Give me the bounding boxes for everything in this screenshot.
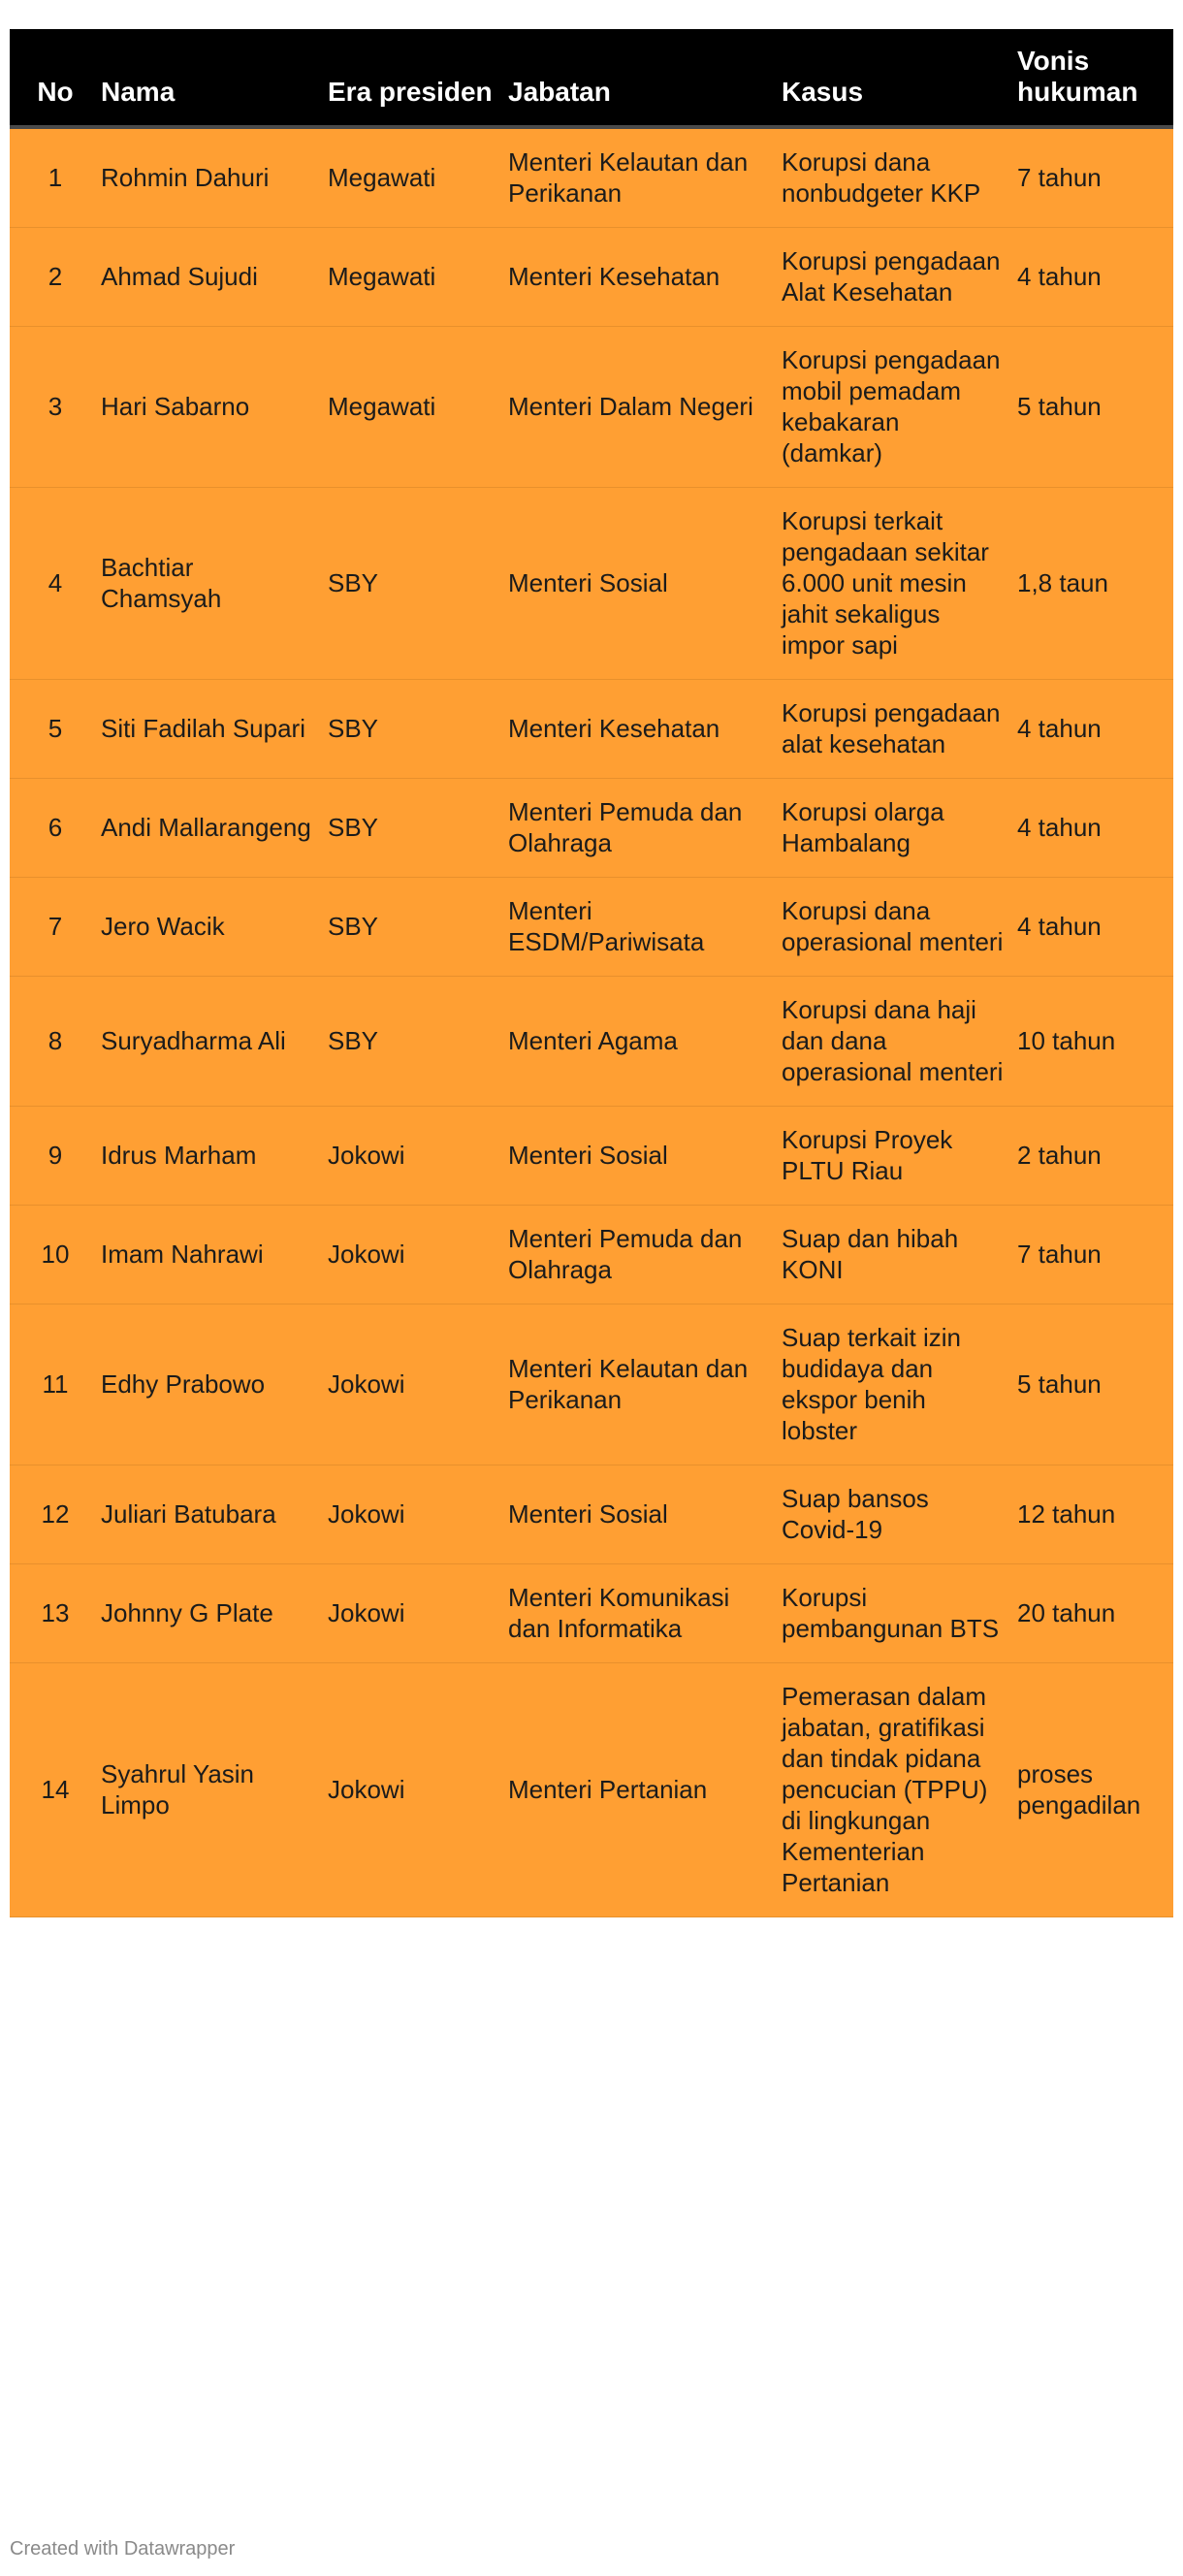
column-header-von[interactable] — [1017, 29, 1173, 127]
table-cell-nama — [101, 1107, 328, 1206]
cell-text: Rohmin Dahuri — [101, 163, 270, 192]
cell-text: Megawati — [328, 163, 436, 192]
table-cell-kas — [782, 1663, 1017, 1917]
cell-text: 14 — [41, 1775, 70, 1804]
table-cell-no — [10, 680, 101, 779]
table-cell-kas — [782, 1206, 1017, 1304]
table-cell-jab — [508, 1304, 782, 1465]
column-header-label: Kasus — [782, 77, 864, 107]
table-cell-era — [328, 878, 508, 977]
table-cell-no — [10, 977, 101, 1107]
datawrapper-table-container — [10, 29, 1173, 1917]
table-cell-era — [328, 1465, 508, 1564]
cell-text: SBY — [328, 1026, 379, 1055]
cell-text: 5 tahun — [1017, 392, 1102, 421]
table-cell-era — [328, 977, 508, 1107]
table-cell-jab — [508, 228, 782, 327]
cell-text: Menteri Kelautan dan Perikanan — [508, 1354, 749, 1414]
table-cell-nama — [101, 488, 328, 680]
table-row — [10, 228, 1173, 327]
table-cell-von — [1017, 878, 1173, 977]
table-header — [10, 29, 1173, 127]
cell-text: 7 — [48, 912, 63, 941]
cell-text: Syahrul Yasin Limpo — [101, 1759, 255, 1819]
cell-text: Korupsi Proyek PLTU Riau — [782, 1125, 953, 1185]
table-cell-nama — [101, 1206, 328, 1304]
ministers-corruption-table — [10, 29, 1173, 1917]
cell-text: Menteri Kesehatan — [508, 262, 720, 291]
cell-text: 6 — [48, 813, 63, 842]
cell-text: Menteri Pertanian — [508, 1775, 708, 1804]
table-cell-era — [328, 680, 508, 779]
table-cell-kas — [782, 1107, 1017, 1206]
cell-text: Suryadharma Ali — [101, 1026, 286, 1055]
cell-text: Menteri Sosial — [508, 1141, 668, 1170]
table-row — [10, 1107, 1173, 1206]
cell-text: Menteri Sosial — [508, 1499, 668, 1529]
table-cell-von — [1017, 127, 1173, 228]
table-cell-no — [10, 228, 101, 327]
table-cell-era — [328, 228, 508, 327]
table-cell-era — [328, 488, 508, 680]
cell-text: 4 — [48, 568, 63, 597]
cell-text: 10 tahun — [1017, 1026, 1116, 1055]
cell-text: Menteri Agama — [508, 1026, 678, 1055]
table-cell-kas — [782, 327, 1017, 488]
table-cell-no — [10, 1663, 101, 1917]
table-cell-jab — [508, 327, 782, 488]
table-cell-von — [1017, 1304, 1173, 1465]
table-cell-jab — [508, 779, 782, 878]
cell-text: Menteri Kesehatan — [508, 714, 720, 743]
column-header-jab[interactable] — [508, 29, 782, 127]
cell-text: SBY — [328, 714, 379, 743]
table-cell-no — [10, 1206, 101, 1304]
cell-text: Menteri Pemuda dan Olahraga — [508, 1224, 743, 1284]
table-row — [10, 1206, 1173, 1304]
column-header-era[interactable] — [328, 29, 508, 127]
table-cell-era — [328, 1107, 508, 1206]
table-cell-no — [10, 779, 101, 878]
table-cell-no — [10, 878, 101, 977]
table-row — [10, 1465, 1173, 1564]
cell-text: Johnny G Plate — [101, 1598, 273, 1627]
cell-text: Jokowi — [328, 1598, 405, 1627]
cell-text: 5 — [48, 714, 63, 743]
cell-text: Jokowi — [328, 1369, 405, 1399]
column-header-label: Era presiden — [328, 77, 493, 107]
table-cell-era — [328, 127, 508, 228]
cell-text: 4 tahun — [1017, 912, 1102, 941]
table-cell-nama — [101, 1304, 328, 1465]
cell-text: Korupsi pengadaan mobil pemadam kebakaran (damkar) — [782, 345, 1001, 467]
cell-text: Korupsi terkait pengadaan sekitar 6.000 unit mesin jahit sekaligus impor sapi — [782, 506, 989, 660]
table-cell-era — [328, 779, 508, 878]
cell-text: Menteri Pemuda dan Olahraga — [508, 797, 743, 857]
cell-text: Siti Fadilah Supari — [101, 714, 305, 743]
cell-text: 8 — [48, 1026, 63, 1055]
cell-text: 2 — [48, 262, 63, 291]
table-cell-era — [328, 327, 508, 488]
table-cell-era — [328, 1663, 508, 1917]
table-cell-von — [1017, 1107, 1173, 1206]
cell-text: Korupsi olarga Hambalang — [782, 797, 944, 857]
cell-text: Imam Nahrawi — [101, 1240, 264, 1269]
cell-text: SBY — [328, 912, 379, 941]
cell-text: 7 tahun — [1017, 1240, 1102, 1269]
column-header-no[interactable] — [10, 29, 101, 127]
table-cell-von — [1017, 1663, 1173, 1917]
table-cell-nama — [101, 1663, 328, 1917]
table-cell-kas — [782, 779, 1017, 878]
table-cell-kas — [782, 1465, 1017, 1564]
table-cell-era — [328, 1564, 508, 1663]
table-cell-jab — [508, 977, 782, 1107]
cell-text: 12 — [41, 1499, 70, 1529]
cell-text: Andi Mallarangeng — [101, 813, 311, 842]
table-cell-kas — [782, 228, 1017, 327]
column-header-label: Nama — [101, 77, 176, 107]
cell-text: Korupsi dana nonbudgeter KKP — [782, 147, 981, 208]
table-cell-jab — [508, 680, 782, 779]
table-cell-nama — [101, 228, 328, 327]
table-cell-no — [10, 1564, 101, 1663]
cell-text: Megawati — [328, 392, 436, 421]
table-cell-jab — [508, 127, 782, 228]
cell-text: proses pengadilan — [1017, 1759, 1141, 1819]
table-cell-kas — [782, 488, 1017, 680]
table-row — [10, 127, 1173, 228]
table-cell-von — [1017, 488, 1173, 680]
cell-text: Ahmad Sujudi — [101, 262, 258, 291]
cell-text: Korupsi pembangunan BTS — [782, 1583, 1000, 1643]
table-cell-no — [10, 1107, 101, 1206]
cell-text: Juliari Batubara — [101, 1499, 276, 1529]
header-row — [10, 29, 1173, 127]
cell-text: Bachtiar Chamsyah — [101, 553, 222, 613]
cell-text: Jokowi — [328, 1499, 405, 1529]
cell-text: 7 tahun — [1017, 163, 1102, 192]
table-cell-nama — [101, 878, 328, 977]
table-cell-nama — [101, 779, 328, 878]
table-cell-jab — [508, 1206, 782, 1304]
table-cell-von — [1017, 1564, 1173, 1663]
cell-text: Korupsi dana haji dan dana operasional menteri — [782, 995, 1004, 1086]
cell-text: Jokowi — [328, 1775, 405, 1804]
table-cell-nama — [101, 1564, 328, 1663]
table-cell-nama — [101, 327, 328, 488]
cell-text: Hari Sabarno — [101, 392, 250, 421]
table-cell-no — [10, 127, 101, 228]
cell-text: 12 tahun — [1017, 1499, 1116, 1529]
cell-text: 1 — [48, 163, 63, 192]
table-cell-no — [10, 327, 101, 488]
table-cell-kas — [782, 680, 1017, 779]
table-row — [10, 1564, 1173, 1663]
cell-text: 2 tahun — [1017, 1141, 1102, 1170]
datawrapper-credit: Created with Datawrapper — [10, 2538, 236, 2560]
cell-text: 4 tahun — [1017, 262, 1102, 291]
table-body — [10, 127, 1173, 1917]
table-cell-jab — [508, 1564, 782, 1663]
cell-text: 9 — [48, 1141, 63, 1170]
table-cell-von — [1017, 977, 1173, 1107]
column-header-kas[interactable] — [782, 29, 1017, 127]
table-row — [10, 488, 1173, 680]
table-cell-von — [1017, 779, 1173, 878]
cell-text: Korupsi pengadaan Alat Kesehatan — [782, 246, 1001, 306]
table-cell-von — [1017, 680, 1173, 779]
cell-text: Menteri Kelautan dan Perikanan — [508, 147, 749, 208]
table-cell-era — [328, 1304, 508, 1465]
cell-text: Suap bansos Covid-19 — [782, 1484, 929, 1544]
cell-text: 10 — [41, 1240, 70, 1269]
cell-text: 20 tahun — [1017, 1598, 1116, 1627]
cell-text: SBY — [328, 813, 379, 842]
table-cell-jab — [508, 488, 782, 680]
table-cell-nama — [101, 127, 328, 228]
table-row — [10, 327, 1173, 488]
cell-text: Jokowi — [328, 1141, 405, 1170]
cell-text: Menteri Komunikasi dan Informatika — [508, 1583, 730, 1643]
table-cell-no — [10, 1465, 101, 1564]
column-header-nama[interactable] — [101, 29, 328, 127]
table-cell-era — [328, 1206, 508, 1304]
table-cell-no — [10, 488, 101, 680]
table-row — [10, 680, 1173, 779]
table-row — [10, 1663, 1173, 1917]
table-cell-von — [1017, 1206, 1173, 1304]
table-cell-von — [1017, 1465, 1173, 1564]
table-row — [10, 878, 1173, 977]
table-cell-kas — [782, 1304, 1017, 1465]
cell-text: Korupsi pengadaan alat kesehatan — [782, 698, 1001, 758]
cell-text: Jokowi — [328, 1240, 405, 1269]
table-row — [10, 977, 1173, 1107]
cell-text: 1,8 taun — [1017, 568, 1108, 597]
cell-text: Pemerasan dalam jabatan, gratifikasi dan tindak pidana pencucian (TPPU) di lingkungan Kementerian Pertanian — [782, 1682, 988, 1897]
table-cell-nama — [101, 1465, 328, 1564]
table-cell-kas — [782, 1564, 1017, 1663]
table-cell-von — [1017, 228, 1173, 327]
table-row — [10, 1304, 1173, 1465]
column-header-label: No — [37, 77, 74, 107]
table-cell-jab — [508, 1465, 782, 1564]
table-cell-kas — [782, 977, 1017, 1107]
cell-text: Suap dan hibah KONI — [782, 1224, 959, 1284]
column-header-label: Vonis hukuman — [1017, 46, 1138, 107]
cell-text: Edhy Prabowo — [101, 1369, 266, 1399]
table-cell-kas — [782, 127, 1017, 228]
table-cell-jab — [508, 1663, 782, 1917]
cell-text: Suap terkait izin budidaya dan ekspor benih lobster — [782, 1323, 961, 1445]
cell-text: Megawati — [328, 262, 436, 291]
table-cell-nama — [101, 680, 328, 779]
cell-text: 4 tahun — [1017, 813, 1102, 842]
cell-text: Jero Wacik — [101, 912, 225, 941]
cell-text: Menteri Dalam Negeri — [508, 392, 753, 421]
cell-text: Korupsi dana operasional menteri — [782, 896, 1004, 956]
table-row — [10, 779, 1173, 878]
column-header-label: Jabatan — [508, 77, 611, 107]
cell-text: 5 tahun — [1017, 1369, 1102, 1399]
table-cell-no — [10, 1304, 101, 1465]
cell-text: SBY — [328, 568, 379, 597]
table-cell-jab — [508, 878, 782, 977]
cell-text: Idrus Marham — [101, 1141, 257, 1170]
cell-text: 3 — [48, 392, 63, 421]
cell-text: 13 — [41, 1598, 70, 1627]
table-cell-jab — [508, 1107, 782, 1206]
cell-text: 11 — [42, 1369, 69, 1399]
cell-text: Menteri ESDM/Pariwisata — [508, 896, 705, 956]
table-cell-von — [1017, 327, 1173, 488]
table-cell-kas — [782, 878, 1017, 977]
table-cell-nama — [101, 977, 328, 1107]
cell-text: Menteri Sosial — [508, 568, 668, 597]
cell-text: 4 tahun — [1017, 714, 1102, 743]
